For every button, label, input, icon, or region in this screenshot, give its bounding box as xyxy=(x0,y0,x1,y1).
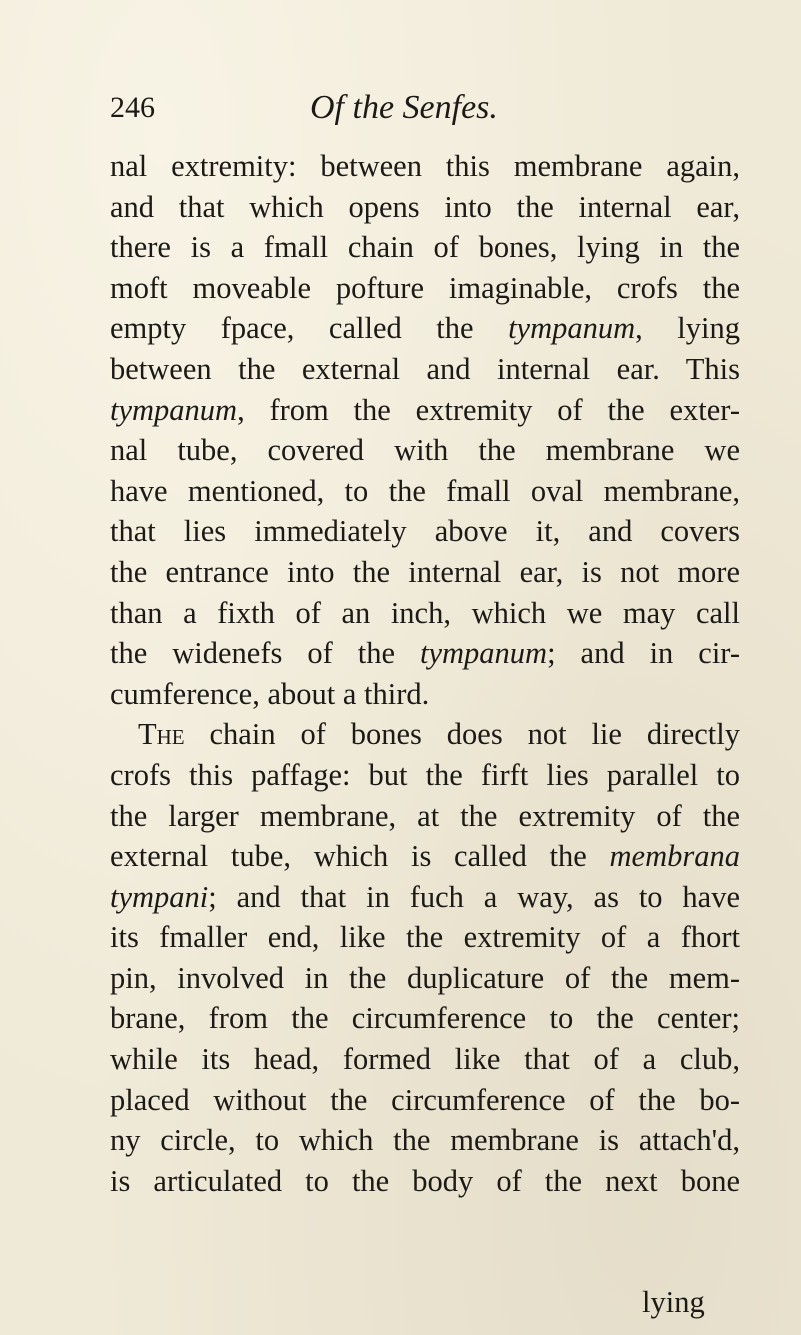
text-line: external tube, which is called the membrana xyxy=(110,839,740,874)
text-line: The chain of bones does not lie directly xyxy=(138,717,740,752)
text-line: moft moveable pofture imaginable, crofs the xyxy=(110,270,740,305)
text-line: the larger membrane, at the extremity of the xyxy=(110,798,740,833)
text-line: cumference, about a third. xyxy=(110,676,430,711)
text-line: pin, involved in the duplicature of the mem- xyxy=(110,960,740,995)
body-text xyxy=(110,146,740,1201)
text-line: the widenefs of the tympanum; and in cir- xyxy=(110,636,741,671)
text-line: that lies immediately above it, and covers xyxy=(110,514,740,549)
text-line: have mentioned, to the fmall oval membrane, xyxy=(110,473,740,508)
text-line: crofs this paffage: but the firft lies parallel to xyxy=(110,757,740,792)
text-line: between the external and internal ear. This xyxy=(110,351,740,386)
text-line: while its head, formed like that of a club, xyxy=(110,1042,740,1077)
page-number: 246 xyxy=(110,91,155,124)
running-title: Of the Senfes. xyxy=(310,89,498,126)
running-head xyxy=(110,88,670,128)
text-line: tympanum, from the extremity of the exter- xyxy=(110,392,740,427)
text-line: is articulated to the body of the next bone xyxy=(110,1163,740,1198)
text-line: its fmaller end, like the extremity of a fhort xyxy=(110,920,740,955)
text-line: tympani; and that in fuch a way, as to have xyxy=(110,879,740,914)
text-line: the entrance into the internal ear, is not more xyxy=(110,554,740,589)
catchword: lying xyxy=(642,1285,705,1319)
text-line: nal extremity: between this membrane again, xyxy=(110,149,740,183)
text-line: nal tube, covered with the membrane we xyxy=(110,433,740,468)
text-line: and that which opens into the internal ear, xyxy=(110,189,740,224)
text-line: there is a fmall chain of bones, lying in the xyxy=(110,230,740,265)
text-line: ny circle, to which the membrane is attach'd, xyxy=(110,1123,740,1158)
text-line: brane, from the circumference to the center; xyxy=(110,1001,740,1036)
text-line: empty fpace, called the tympanum, lying xyxy=(110,311,740,346)
text-line: placed without the circumference of the bo- xyxy=(110,1082,740,1117)
text-line: than a fixth of an inch, which we may call xyxy=(110,595,740,630)
